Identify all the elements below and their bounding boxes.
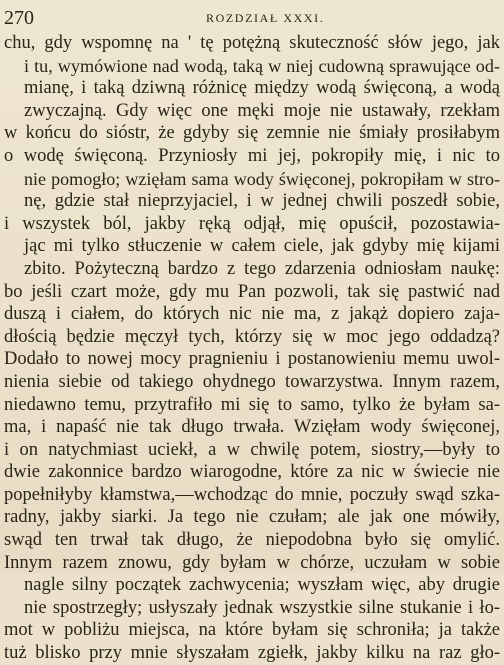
- text-line: mot w pobliżu miejsca, na które byłam się schroniła; ja także: [4, 620, 500, 641]
- page-header: [0, 7, 504, 29]
- text-line: nę, gdzie stał nieprzyjaciel, i w jednej chwili poszedł sobie,: [24, 191, 500, 212]
- text-line: jąc mi tylko stłuczenie w całem ciele, jak gdyby mię kijami: [24, 236, 500, 257]
- text-line: w końcu do sióstr, że gdyby się zemnie nie śmiały prosiłabym: [4, 123, 500, 144]
- text-line: swąd ten trwał tak długo, że niepodobna było się omylić.: [4, 530, 500, 551]
- text-line: nienia siebie od takiego ohydnego towarzystwa. Innym razem,: [4, 371, 500, 392]
- text-line: Dodało to nowej mocy pragnieniu i postanowieniu memu uwol-: [4, 349, 500, 370]
- text-line: dłością będzie męczył tych, którzy się w moc jego oddadzą?: [4, 326, 500, 347]
- text-line: i on natychmiast uciekł, a w chwilę potem, siostry,—były to: [4, 439, 500, 460]
- text-body: [4, 32, 500, 664]
- text-line: nie spostrzegły; usłyszały jednak wszystkie silne stukanie i ło-: [24, 597, 500, 618]
- text-line: i wszystek ból, jakby ręką odjął, mię opuścił, pozostawia-: [4, 213, 500, 234]
- text-line: i tu, wymówione nad wodą, taką w niej cudowną sprawujące od-: [24, 55, 500, 76]
- text-line: duszą i ciałem, do których nic nie ma, z jakąż dopiero zaja-: [4, 304, 500, 325]
- text-line: mianę, i taką dziwną różnicę między wodą święconą, a wodą: [24, 78, 500, 99]
- text-line: chu, gdy wspomnę na ' tę potężną skuteczność słów jego, jak: [4, 33, 500, 53]
- text-line: tuż blisko przy mnie słyszałam zgiełk, jakby kilku na raz gło-: [4, 643, 500, 664]
- text-line: nie pomogło; wzięłam sama wody święconej, pokropiłam w stro-: [24, 168, 500, 189]
- text-line: ma, i napaść nie tak długo trwała. Wzięłam wody święconej,: [4, 417, 500, 438]
- text-line: nagle silny początek zachwycenia; wyszłam więc, aby drugie: [24, 575, 500, 596]
- text-line: popełniłyby kłamstwa,—wchodząc do mnie, poczuły swąd szka-: [4, 484, 500, 505]
- text-line: dwie zakonnice bardzo wiarogodne, które za nic w świecie nie: [4, 462, 500, 483]
- text-line: bo jeśli czart może, gdy mu Pan pozwoli, tak się pastwić nad: [4, 281, 500, 302]
- text-line: o wodę święconą. Przyniosły mi jej, pokropiły mię, i nic to: [4, 145, 500, 166]
- text-line: zwyczajną. Gdy więc one męki moje nie ustawały, rzekłam: [24, 100, 500, 121]
- text-line: radny, jakby siarki. Ja tego nie czułam; ale jak one mówiły,: [4, 507, 500, 528]
- text-line: Innym razem znowu, gdy byłam w chórze, uczułam w sobie: [4, 552, 500, 573]
- text-line: niedawno temu, przytrafiło mi się to samo, tylko że byłam sa-: [4, 394, 500, 415]
- text-line: zbito. Pożyteczną bardzo z tego zdarzenia odniosłam naukę:: [24, 258, 500, 279]
- page-number: 270: [4, 7, 34, 29]
- running-head: ROZDZIAŁ XXXI.: [206, 11, 325, 25]
